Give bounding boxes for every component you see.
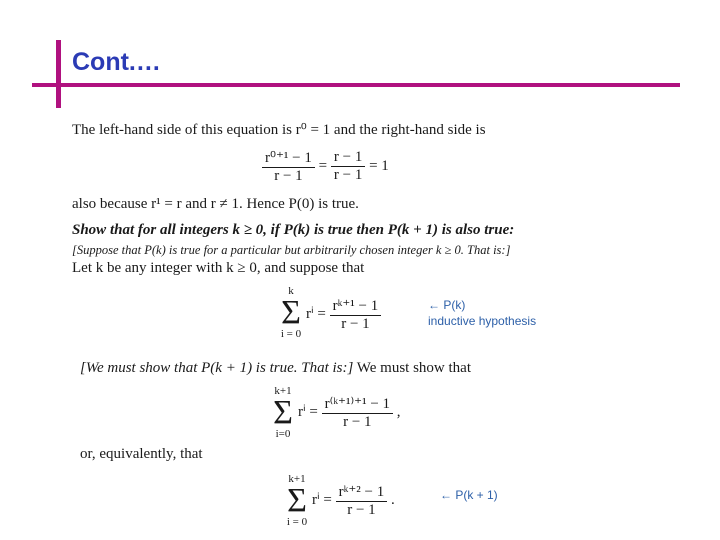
annotation-pk-plus-1: ← P(k + 1) xyxy=(440,488,498,502)
text-line-must-show: [We must show that P(k + 1) is true. That is:] We must show that xyxy=(80,360,472,376)
accent-vertical-bar xyxy=(56,40,61,108)
sum-equation-1: rⁱ = $\frac{\text{rᵏ⁺¹ − 1}}{r - 1}$ xyxy=(306,296,381,333)
slide-title: Cont.… xyxy=(72,48,161,76)
sum-symbol-2: k+1 Σ i=0 xyxy=(273,385,293,440)
text-line-let-k: Let k be any integer with k ≥ 0, and suppose that xyxy=(72,260,365,276)
equation-base-case: $\frac{\text{r⁰⁺¹ − 1}}{r - 1}$ = $\frac{r - 1}{r - 1}$ = 1 xyxy=(262,148,389,185)
inductive-step-heading: Show that for all integers k ≥ 0, if P(k) is true then P(k + 1) is also true: xyxy=(72,222,515,238)
annotation-inductive-hypothesis: inductive hypothesis xyxy=(428,314,537,328)
fraction-1: $\frac{\text{r⁰⁺¹ − 1}}{r - 1}$ xyxy=(262,148,315,185)
annotation-pk: ← P(k) xyxy=(428,298,466,312)
suppose-note: [Suppose that P(k) is true for a particular but arbitrarily chosen integer k ≥ 0. That is:] xyxy=(72,243,511,257)
text-line-equivalently: or, equivalently, that xyxy=(80,446,203,462)
text-line-lhs-rhs: The left-hand side of this equation is r⁰ = 1 and the right-hand side is xyxy=(72,122,486,138)
sum-symbol-3: k+1 Σ i = 0 xyxy=(286,473,308,528)
sum-equation-2: rⁱ = $\frac{\text{r⁽ᵏ⁺¹⁾⁺¹ − 1}}{r - 1}$ , xyxy=(298,396,401,430)
accent-horizontal-bar xyxy=(32,83,680,87)
text-line-hence: also because r¹ = r and r ≠ 1. Hence P(0) is true. xyxy=(72,196,359,212)
sum-symbol-1: k Σ i = 0 xyxy=(280,285,302,340)
sum-equation-3: rⁱ = $\frac{\text{rᵏ⁺² − 1}}{r - 1}$ . xyxy=(312,484,395,518)
fraction-2: $\frac{r - 1}{r - 1}$ xyxy=(331,149,365,184)
